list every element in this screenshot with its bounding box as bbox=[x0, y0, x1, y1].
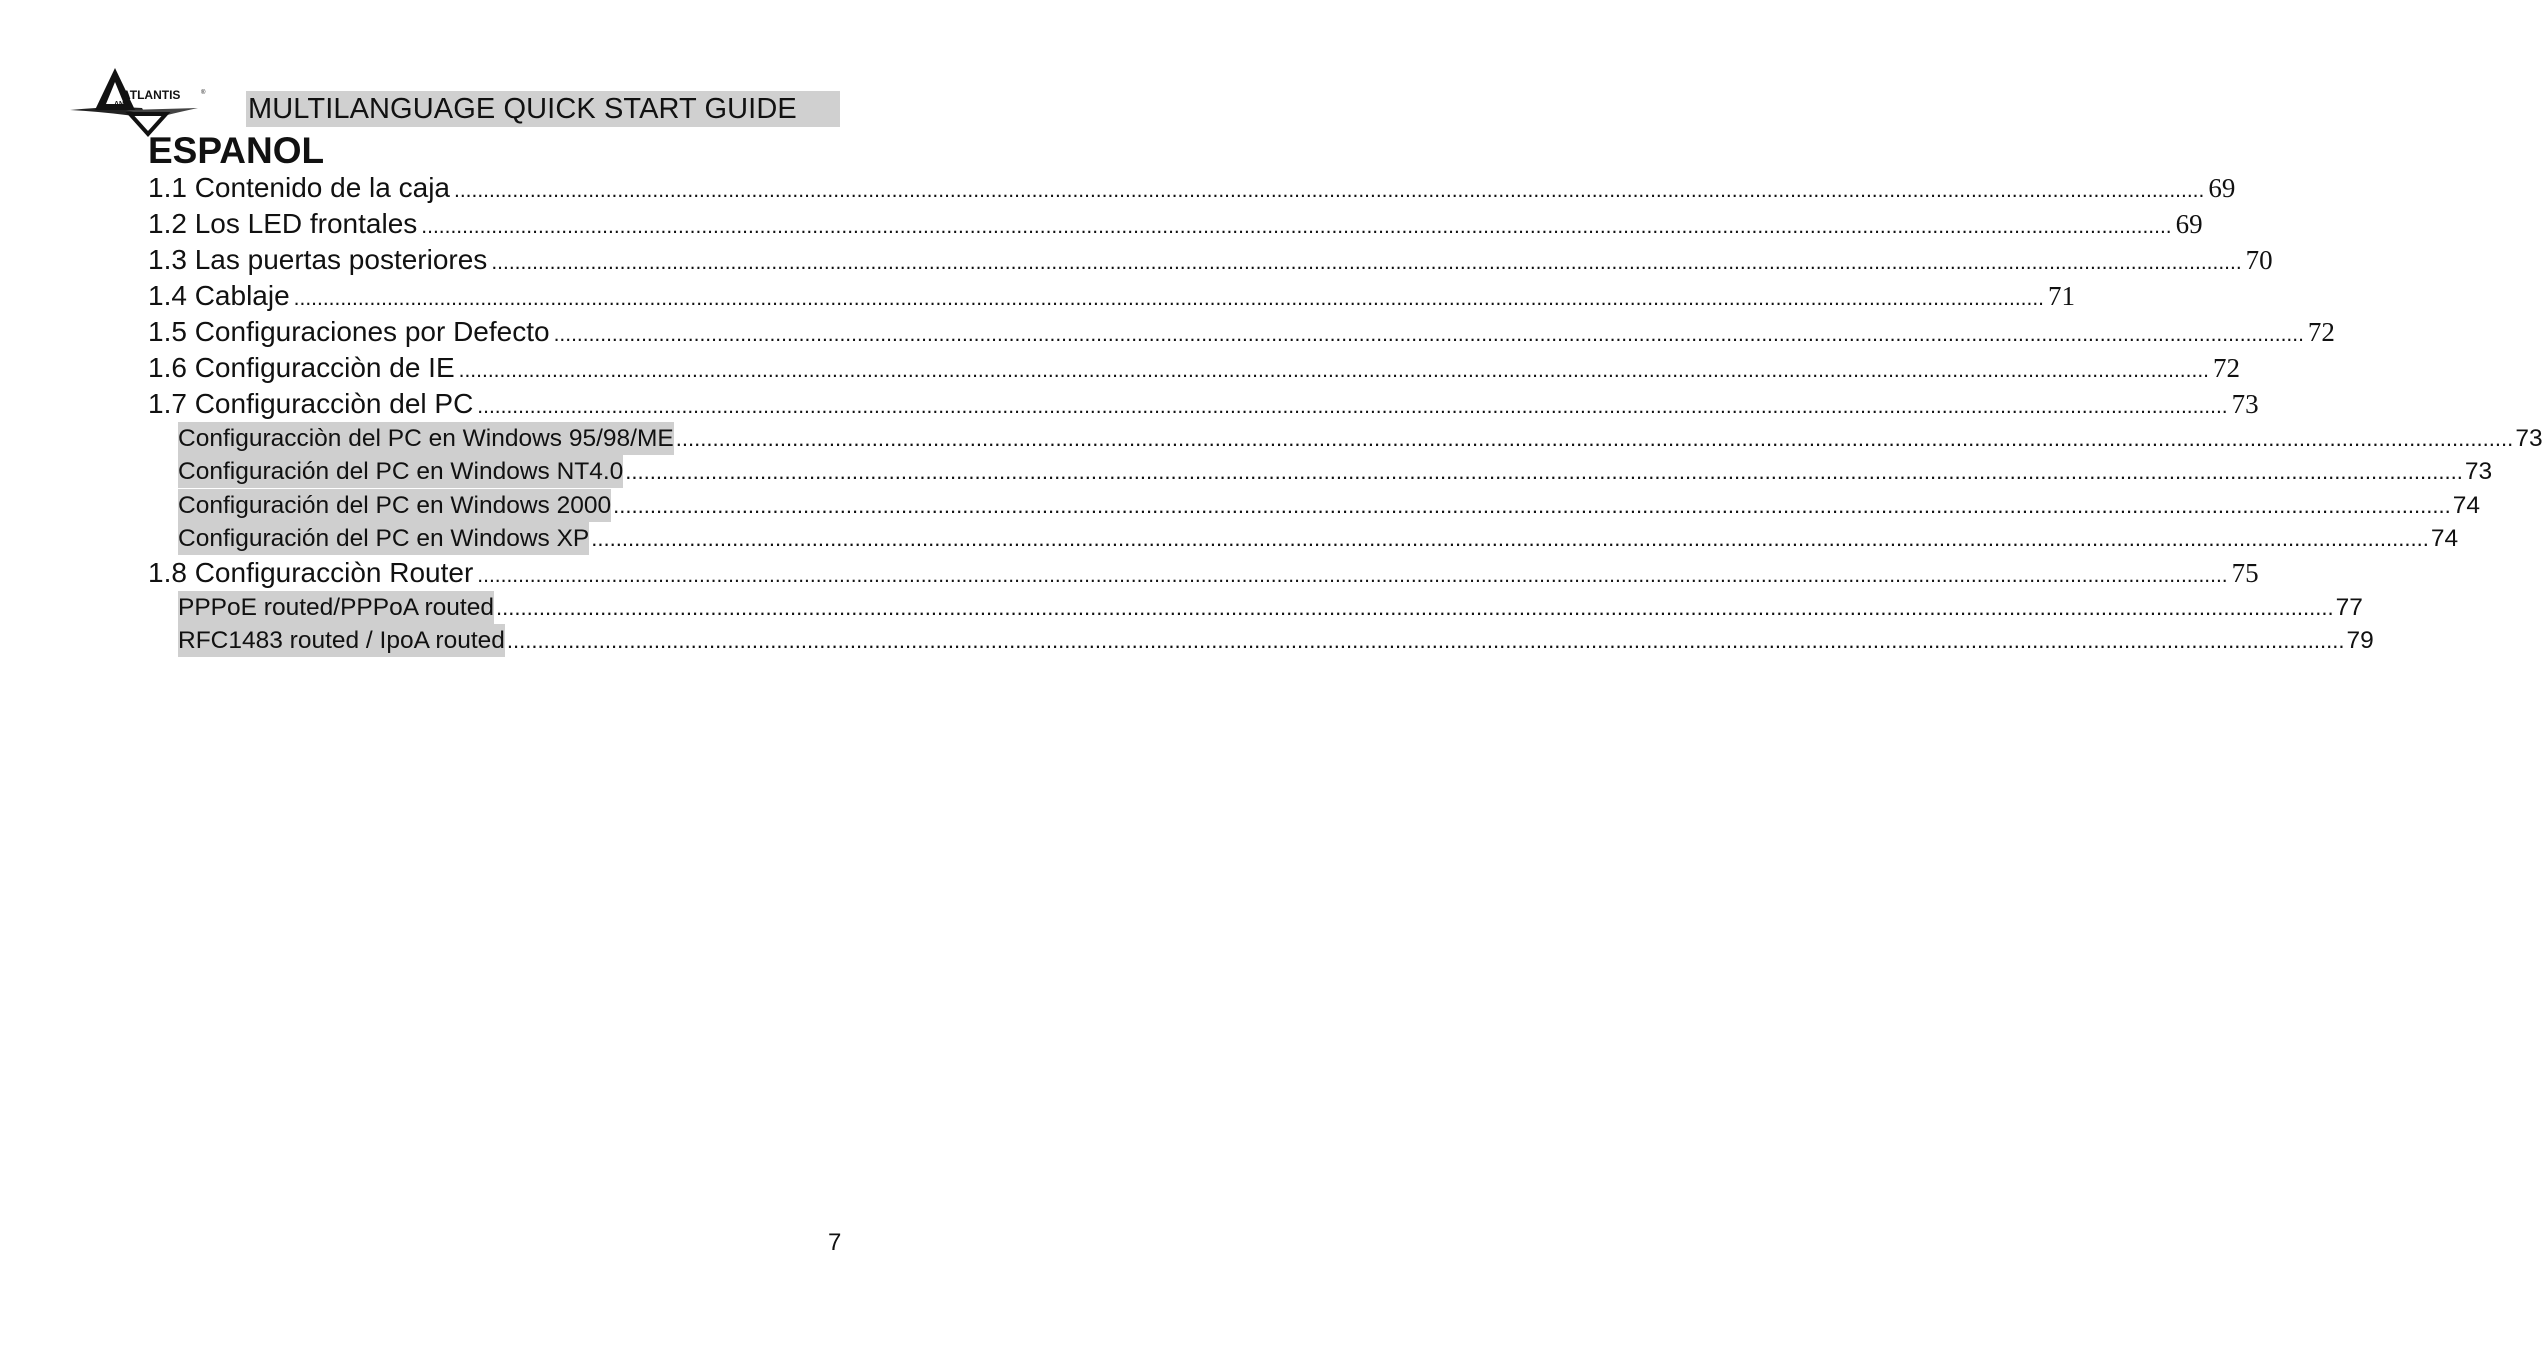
toc-entry-title: 1.7 Configuracciòn del PC bbox=[148, 388, 474, 419]
dot-leader: ............................................................................................................................................................................................................................................................................................................ bbox=[458, 359, 2209, 382]
toc-entry-title: 1.1 Contenido de la caja bbox=[148, 172, 450, 203]
toc-entry-page: 70 bbox=[2245, 245, 2273, 275]
toc-subentry[interactable] bbox=[178, 591, 2363, 624]
toc-entry-title: 1.4 Cablaje bbox=[148, 280, 290, 311]
guide-title: MULTILANGUAGE QUICK START GUIDE bbox=[246, 91, 840, 127]
toc-subentry[interactable] bbox=[178, 489, 2480, 522]
page-number: 7 bbox=[828, 1229, 842, 1256]
toc-entry[interactable] bbox=[148, 278, 2075, 314]
section-title: ESPANOL bbox=[148, 130, 325, 171]
dot-leader: ............................................................................................................................................................................................................................................................................................................ bbox=[293, 287, 2044, 310]
toc-entry-page: 73 bbox=[2231, 389, 2259, 419]
toc-subentry[interactable] bbox=[178, 455, 2493, 488]
dot-leader: ............................................................................................................................................................................................................................................................................................................ bbox=[613, 492, 2451, 518]
toc-entry-page: 74 bbox=[2452, 491, 2480, 519]
toc-entry-page: 69 bbox=[2208, 173, 2236, 203]
toc-entry[interactable] bbox=[148, 314, 2335, 350]
toc-entry-page: 72 bbox=[2212, 353, 2240, 383]
table-of-contents bbox=[148, 170, 2543, 658]
dot-leader: ............................................................................................................................................................................................................................................................................................................ bbox=[675, 426, 2514, 451]
toc-entry-page: 77 bbox=[2335, 594, 2363, 622]
toc-entry-page: 74 bbox=[2430, 524, 2459, 552]
dot-leader: ............................................................................................................................................................................................................................................................................................................ bbox=[506, 628, 2345, 654]
toc-entry-title: 1.8 Configuracciòn Router bbox=[148, 557, 474, 589]
dot-leader: ............................................................................................................................................................................................................................................................................................................ bbox=[491, 251, 2242, 274]
toc-subentry[interactable] bbox=[178, 522, 2459, 555]
toc-subentry[interactable] bbox=[178, 624, 2374, 657]
toc-entry-title: 1.6 Configuracciòn de IE bbox=[148, 352, 455, 383]
toc-entry[interactable] bbox=[148, 386, 2259, 422]
toc-subentry[interactable] bbox=[178, 422, 2543, 455]
dot-leader: ............................................................................................................................................................................................................................................................................................................ bbox=[477, 564, 2228, 588]
dot-leader: ............................................................................................................................................................................................................................................................................................................ bbox=[496, 595, 2334, 621]
toc-entry-title: Configuración del PC en Windows 2000 bbox=[178, 489, 611, 522]
dot-leader: ............................................................................................................................................................................................................................................................................................................ bbox=[454, 179, 2205, 202]
dot-leader: ............................................................................................................................................................................................................................................................................................................ bbox=[591, 525, 2429, 551]
dot-leader: ............................................................................................................................................................................................................................................................................................................ bbox=[625, 459, 2463, 485]
svg-text:AND: AND bbox=[114, 101, 130, 108]
toc-entry-title: PPPoE routed/PPPoA routed bbox=[178, 591, 494, 624]
dot-leader: ............................................................................................................................................................................................................................................................................................................ bbox=[477, 395, 2228, 418]
svg-text:ATLANTIS: ATLANTIS bbox=[122, 88, 181, 102]
toc-entry[interactable] bbox=[148, 350, 2240, 386]
toc-entry-page: 71 bbox=[2048, 281, 2075, 311]
toc-entry-title: 1.5 Configuraciones por Defecto bbox=[148, 316, 550, 347]
toc-entry[interactable] bbox=[148, 242, 2273, 278]
toc-entry-title: RFC1483 routed / IpoA routed bbox=[178, 624, 505, 657]
toc-entry-title: Configuración del PC en Windows XP bbox=[178, 522, 589, 555]
toc-entry-title: 1.2 Los LED frontales bbox=[148, 208, 418, 239]
toc-entry-title: Configuracciòn del PC en Windows 95/98/ME bbox=[178, 422, 674, 455]
toc-entry-page: 79 bbox=[2346, 627, 2374, 655]
toc-entry-page: 69 bbox=[2175, 209, 2203, 239]
svg-text:®: ® bbox=[201, 90, 206, 96]
toc-entry-page: 72 bbox=[2307, 317, 2335, 347]
toc-entry[interactable] bbox=[148, 555, 2259, 591]
toc-entry-title: 1.3 Las puertas posteriores bbox=[148, 244, 488, 275]
toc-entry-page: 73 bbox=[2464, 458, 2493, 486]
toc-entry[interactable] bbox=[148, 206, 2203, 242]
toc-entry-page: 75 bbox=[2231, 558, 2259, 589]
toc-entry[interactable] bbox=[148, 170, 2236, 206]
dot-leader: ............................................................................................................................................................................................................................................................................................................ bbox=[421, 215, 2172, 238]
toc-entry-page: 73 bbox=[2515, 425, 2543, 452]
toc-entry-title: Configuración del PC en Windows NT4.0 bbox=[178, 455, 623, 488]
dot-leader: ............................................................................................................................................................................................................................................................................................................ bbox=[553, 323, 2304, 346]
